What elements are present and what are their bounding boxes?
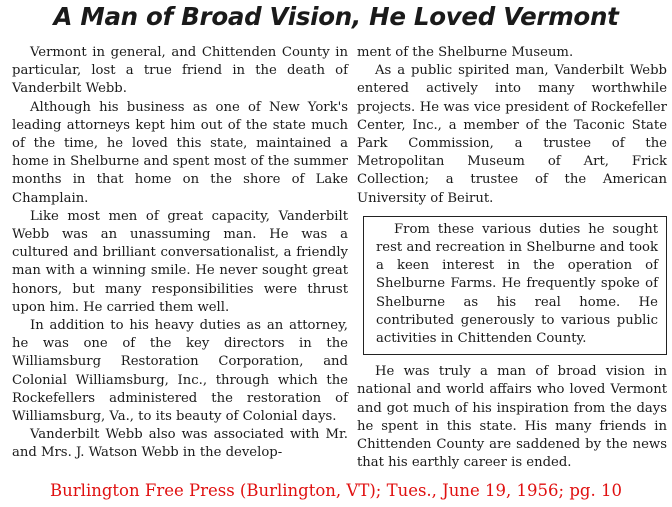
- paragraph-continuation: ment of the Shelburne Museum.: [357, 45, 574, 60]
- boxed-paragraph: From these various duties he sought rest and recreation in Shelburne and took a keen interest in the operation of Shelburne Farms. He frequently spoke of Shelburne as his real home. He contributed generously to various public activities in Chittenden County.: [376, 221, 658, 347]
- paragraph-3: Like most men of great capacity, Vanderbilt Webb was an unassuming man. He was a cultured and brilliant conversationalist, a friendly man with a winning smile. He never sought great honors, but many responsibilities were thrust upon him. He carried them well.: [12, 208, 348, 315]
- paragraph-4: In addition to his heavy duties as an attorney, he was one of the key directors in the Williamsburg Restoration Corporation, and Colonial Williamsburg, Inc., through which the Rockefellers administered the restoration of Williamsburg, Va., to its beauty of Colonial days.: [12, 318, 348, 425]
- paragraph-2: Although his business as one of New York's leading attorneys kept him out of the state much of the time, he loved this state, maintained a home in Shelburne and spent most of the summer months in that home on the shore of Lake Champlain.: [12, 99, 348, 206]
- paragraph-6: As a public spirited man, Vanderbilt Webb entered actively into many worthwhile projects. He was vice president of Rockefeller Center, Inc., a member of the Taconic State Park Commission, a trustee of the Metropolitan Museum of Art, Frick Collection; a trustee of the American University of Beirut.: [357, 63, 667, 206]
- headline: A Man of Broad Vision, He Loved Vermont: [53, 2, 619, 31]
- left-column: [12, 44, 348, 463]
- source-caption: Burlington Free Press (Burlington, VT); Tues., June 19, 1956; pg. 10: [50, 481, 622, 500]
- paragraph-1: Vermont in general, and Chittenden County in particular, lost a true friend in the death of Vanderbilt Webb.: [12, 45, 348, 97]
- right-column: [357, 44, 667, 472]
- paragraph-5: Vanderbilt Webb also was associated with Mr. and Mrs. J. Watson Webb in the develop-: [12, 427, 348, 461]
- final-paragraph: He was truly a man of broad vision in national and world affairs who loved Vermont and got much of his inspiration from the days he spent in this state. His many friends in Chittenden County are saddened by the news that his earthly career is ended.: [357, 364, 667, 471]
- boxed-section: [363, 216, 667, 355]
